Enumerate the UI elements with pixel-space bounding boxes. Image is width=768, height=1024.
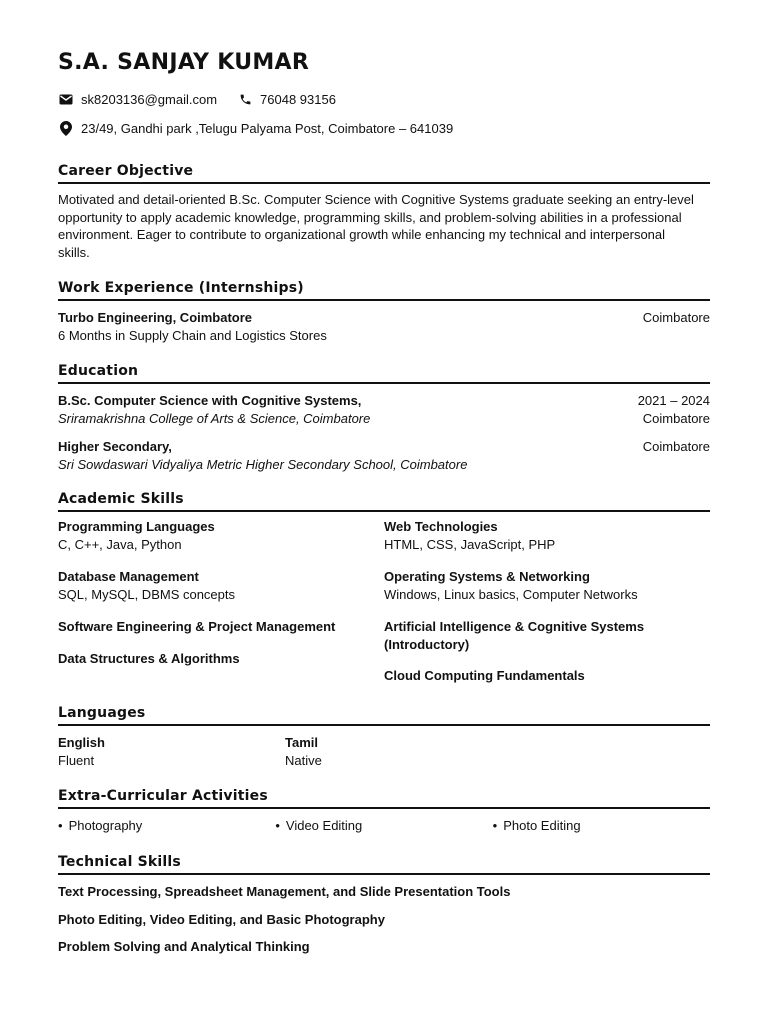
technical-skill-item: Photo Editing, Video Editing, and Basic Photography (58, 911, 385, 927)
section-title: Languages (58, 705, 710, 726)
education-location: Coimbatore (642, 410, 710, 426)
technical-skills-list (58, 883, 710, 956)
education-row (58, 438, 710, 456)
education-row (58, 456, 710, 474)
skill-heading: Programming Languages (58, 519, 215, 534)
education-dates: 2021 – 2024 (637, 393, 710, 408)
skill-heading: Operating Systems & Networking (384, 569, 590, 584)
skill-detail: SQL, MySQL, DBMS concepts (58, 586, 236, 602)
skills-column-right (384, 518, 710, 685)
education-location: Coimbatore (642, 439, 710, 454)
work-detail-row (58, 327, 710, 345)
language-item (285, 734, 512, 769)
section-title: Work Experience (Internships) (58, 280, 710, 301)
envelope-icon (58, 91, 74, 107)
candidate-name: S.A. SANJAY KUMAR (58, 50, 310, 75)
academic-skills-grid (58, 518, 710, 685)
degree: B.Sc. Computer Science with Cognitive Systems, (58, 393, 362, 408)
education-section (58, 363, 710, 473)
work-detail: 6 Months in Supply Chain and Logistics Stores (58, 327, 327, 343)
language-item (58, 734, 285, 769)
activity-item: • Photo Editing (493, 817, 710, 835)
address-row (58, 120, 453, 136)
skill-detail: C, C++, Java, Python (58, 536, 182, 552)
work-experience-section (58, 280, 710, 344)
skill-detail: HTML, CSS, JavaScript, PHP (384, 536, 556, 552)
skill-heading: Cloud Computing Fundamentals (384, 668, 585, 683)
career-objective-text (58, 191, 710, 261)
activities-list (58, 817, 710, 835)
objective-line: opportunity to apply academic knowledge, programming skills, and problem-solving abilities in a professional (58, 209, 682, 225)
phone-text[interactable]: 76048 93156 (260, 91, 336, 107)
education-row (58, 410, 710, 428)
section-title: Technical Skills (58, 854, 710, 875)
languages-section (58, 705, 710, 769)
section-title: Extra-Curricular Activities (58, 788, 710, 809)
location-pin-icon (58, 120, 74, 136)
technical-skill-item: Problem Solving and Analytical Thinking (58, 939, 310, 954)
school-name: Sriramakrishna College of Arts & Science, Coimbatore (58, 410, 371, 426)
skills-column-left (58, 518, 384, 685)
education-row (58, 392, 710, 410)
section-title: Career Objective (58, 163, 710, 184)
activity-item: • Video Editing (275, 817, 492, 835)
objective-line: environment. Eager to contribute to organizational growth while enhancing my technical and interpersonal (58, 227, 666, 242)
work-location: Coimbatore (642, 310, 710, 325)
skill-detail: Windows, Linux basics, Computer Networks (384, 586, 638, 602)
skill-heading: Database Management (58, 569, 199, 584)
technical-skills-section (58, 854, 710, 956)
activity-item: • Photography (58, 817, 275, 835)
phone-icon (237, 91, 253, 107)
skill-heading: Web Technologies (384, 519, 498, 534)
objective-line: Motivated and detail-oriented B.Sc. Computer Science with Cognitive Systems graduate seeking an entry-level (58, 192, 694, 207)
skill-heading: Software Engineering & Project Management (58, 619, 336, 634)
language-level: Fluent (58, 752, 95, 768)
address-text: 23/49, Gandhi park ,Telugu Palyama Post, Coimbatore – 641039 (81, 120, 454, 136)
languages-grid (58, 734, 710, 769)
extra-curricular-section (58, 788, 710, 835)
language-level: Native (285, 752, 322, 768)
company-name: Turbo Engineering, Coimbatore (58, 310, 253, 325)
language-name: Tamil (285, 735, 318, 750)
skill-heading: (Introductory) (384, 636, 470, 652)
section-title: Education (58, 363, 710, 384)
contact-row (58, 91, 336, 107)
school-name: Sri Sowdaswari Vidyaliya Metric Higher Secondary School, Coimbatore (58, 456, 468, 472)
skill-heading: Artificial Intelligence & Cognitive Systems (384, 619, 645, 634)
language-name: English (58, 735, 105, 750)
skill-heading: Data Structures & Algorithms (58, 650, 240, 666)
work-row (58, 309, 710, 327)
career-objective-section (58, 163, 710, 261)
degree: Higher Secondary, (58, 439, 172, 454)
technical-skill-item: Text Processing, Spreadsheet Management, and Slide Presentation Tools (58, 884, 511, 899)
objective-line: skills. (58, 244, 90, 260)
email-text[interactable]: sk8203136@gmail.com (81, 91, 218, 107)
academic-skills-section (58, 491, 710, 685)
section-title: Academic Skills (58, 491, 710, 512)
